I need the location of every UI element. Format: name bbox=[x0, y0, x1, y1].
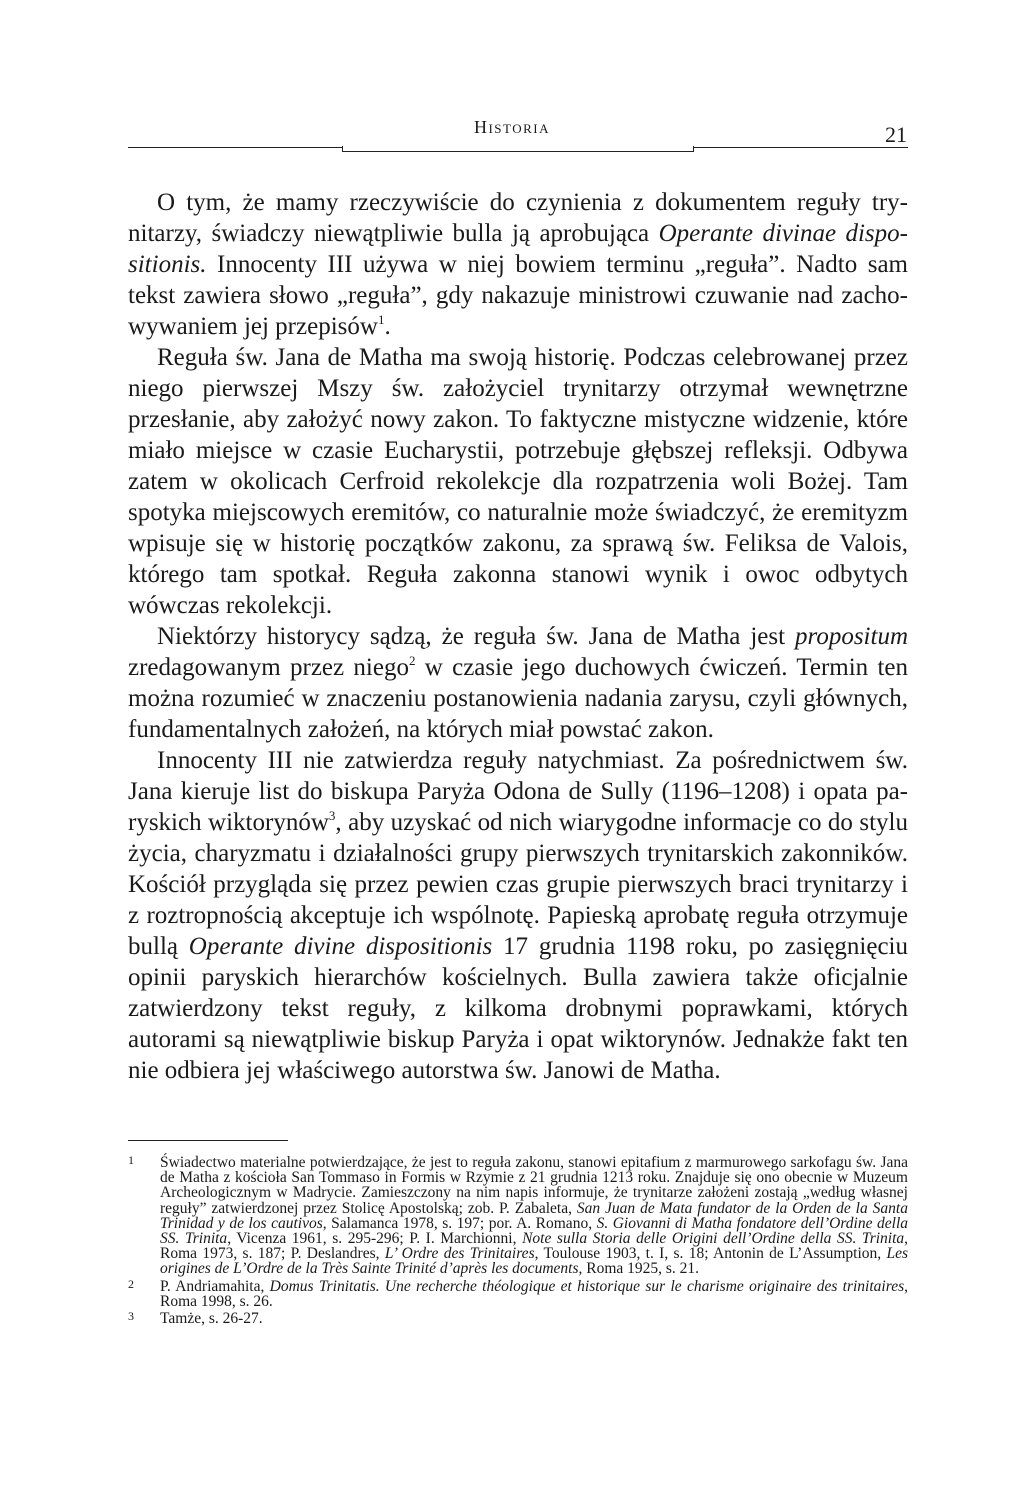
paragraph-3 bbox=[128, 621, 908, 745]
text-run: , Vicenza 1961, s. 295-296; P. I. Marchionni, bbox=[227, 1230, 523, 1248]
footnote-number: 2 bbox=[128, 1276, 134, 1291]
text-run: , Toulouse 1903, t. I, s. 18; Antonin de L’Assumption, bbox=[534, 1245, 887, 1263]
italic-title: Les origines de L’Ordre de la Très Sainte Trinité d’après les documents bbox=[160, 1245, 908, 1278]
page-number: 21 bbox=[885, 122, 907, 147]
text-run: Świadectwo materialne potwierdzające, że jest to reguła zakonu, stanowi epitafium z marmurowego sarkofagu św. Jana de Matha z kościoła San Tommaso in Formis w Rzymie z 21 grudnia 1213 roku. Znajduje się ono obecnie w Muzeum Archeologicznym w Madrycie. Zamieszczony na nim napis informuje, że trynitarze założeni zostają „według własnej reguły” zatwierdzonej przez Stolicę Apostolską; zob. P. Zabaleta, bbox=[160, 1154, 908, 1217]
footnote-3 bbox=[128, 1311, 908, 1326]
text-run: Niektórzy historycy sądzą, że reguła św. Jana de Matha jest bbox=[157, 623, 796, 650]
text-run: w czasie jego duchowych ćwiczeń. Termin ten można rozumieć w znaczeniu postanowienia nadania zarysu, czyli głównych, fundamentalnych założeń, na których miał powstać zakon. bbox=[128, 654, 909, 743]
main-text bbox=[128, 187, 908, 1086]
footnote-ref-2[interactable]: 2 bbox=[408, 653, 416, 668]
footnote-separator bbox=[128, 1140, 288, 1141]
text-run: 17 grudnia 1198 roku, po zasięgnięciu opinii paryskich hierarchów kościelnych. Bulla zawiera także oficjalnie zatwierdzony tekst reguły, z kilkoma drobnymi poprawkami, których autorami są niewątpliwie biskup Paryża i opat wiktorynów. Jednakże fakt ten nie odbiera jej właściwego autorstwa św. Janowi de Matha. bbox=[128, 933, 909, 1084]
italic-title: L’ Ordre des Trinitaires bbox=[384, 1245, 535, 1263]
italic-title: Note sulla Storia delle Origini dell’Ordine della SS. Trinita bbox=[522, 1230, 905, 1248]
header-rule-ornament bbox=[342, 146, 694, 152]
footnotes bbox=[128, 1155, 908, 1328]
text-run: Tamże, s. 26-27. bbox=[160, 1310, 263, 1328]
footnote-number: 1 bbox=[128, 1153, 134, 1167]
text-run: O tym, że mamy rzeczywiście do czynienia z dokumentem reguły trynitarzy, świadczy niewątpliwie bulla ją aprobująca bbox=[128, 189, 908, 247]
footnote-number: 3 bbox=[128, 1309, 134, 1324]
text-run: , Roma 1973, s. 187; P. Deslandres, bbox=[160, 1230, 909, 1263]
italic-title: Operante divine dispositionis bbox=[188, 933, 493, 960]
text-run: , aby uzyskać od nich wiarygodne informacje co do stylu życia, charyzmatu i działalności grupy pierwszych trynitarskich zakonników. Kościół przygląda się przez pewien czas grupie pierwszych braci trynitarzy i z roztropnością akceptuje ich wspólnotę. Papieską aprobatę reguła otrzymuje bullą bbox=[128, 809, 908, 960]
italic-title: San Juan de Mata fundator de la Orden de la Santa Trinidad y de los cautivos bbox=[160, 1199, 908, 1232]
text-run: P. Andriamahita, bbox=[160, 1277, 270, 1295]
text-run: Innocenty III używa w niej bowiem terminu „reguła”. Nadto sam tekst zawiera słowo „reguła”, gdy nakazuje ministrowi czuwanie nad zachowywaniem jej przepisów bbox=[128, 251, 908, 340]
italic-title: Domus Trinitatis. Une recherche théologique et historique sur le charisme originaire des trinitaires bbox=[269, 1277, 905, 1295]
text-run: . bbox=[384, 313, 391, 340]
paragraph-1 bbox=[128, 187, 908, 342]
text-run: zredagowanym przez niego bbox=[128, 654, 409, 681]
footnote-1 bbox=[128, 1155, 908, 1277]
italic-title: Operante divinae dispositionis. bbox=[128, 220, 908, 278]
italic-term: propositum bbox=[795, 623, 908, 650]
footnote-2 bbox=[128, 1276, 908, 1310]
footnote-ref-3[interactable]: 3 bbox=[328, 808, 336, 823]
text-run: , Salamanca 1978, s. 197; por. A. Romano, bbox=[322, 1214, 597, 1232]
text-run: , Roma 1925, s. 21. bbox=[578, 1260, 700, 1278]
paragraph-2: Reguła św. Jana de Matha ma swoją historię. Podczas celebrowanej przez niego pierwszej Mszy św. założyciel trynitarzy otrzymał wewnętrzne przesłanie, aby założyć nowy zakon. To faktyczne mistyczne widzenie, które miało miejsce w czasie Eucharystii, potrzebuje głębszej refleksji. Odbywa zatem w okolicach Cerfroid rekolekcje dla rozpatrzenia woli Bożej. Tam spotyka miejscowych eremitów, co naturalnie może świadczyć, że eremityzm wpisuje się w historię początków zakonu, za sprawą św. Feliksa de Valois, którego tam spotkał. Reguła zakonna stanowi wynik i owoc odbytych wówczas rekolekcji. bbox=[128, 344, 908, 619]
footnote-ref-1[interactable]: 1 bbox=[377, 312, 385, 327]
running-header-title: Historia bbox=[473, 117, 551, 137]
paragraph-4 bbox=[128, 745, 908, 1086]
text-run: Innocenty III nie zatwierdza reguły natychmiast. Za pośrednictwem św. Jana kieruje list do biskupa Paryża Odona de Sully (1196–1208) i opata paryskich wiktorynów bbox=[128, 747, 908, 836]
text-run: , Roma 1998, s. 26. bbox=[160, 1277, 908, 1310]
italic-title: S. Giovanni di Matha fondatore dell’Ordine della SS. Trinita bbox=[160, 1214, 908, 1248]
